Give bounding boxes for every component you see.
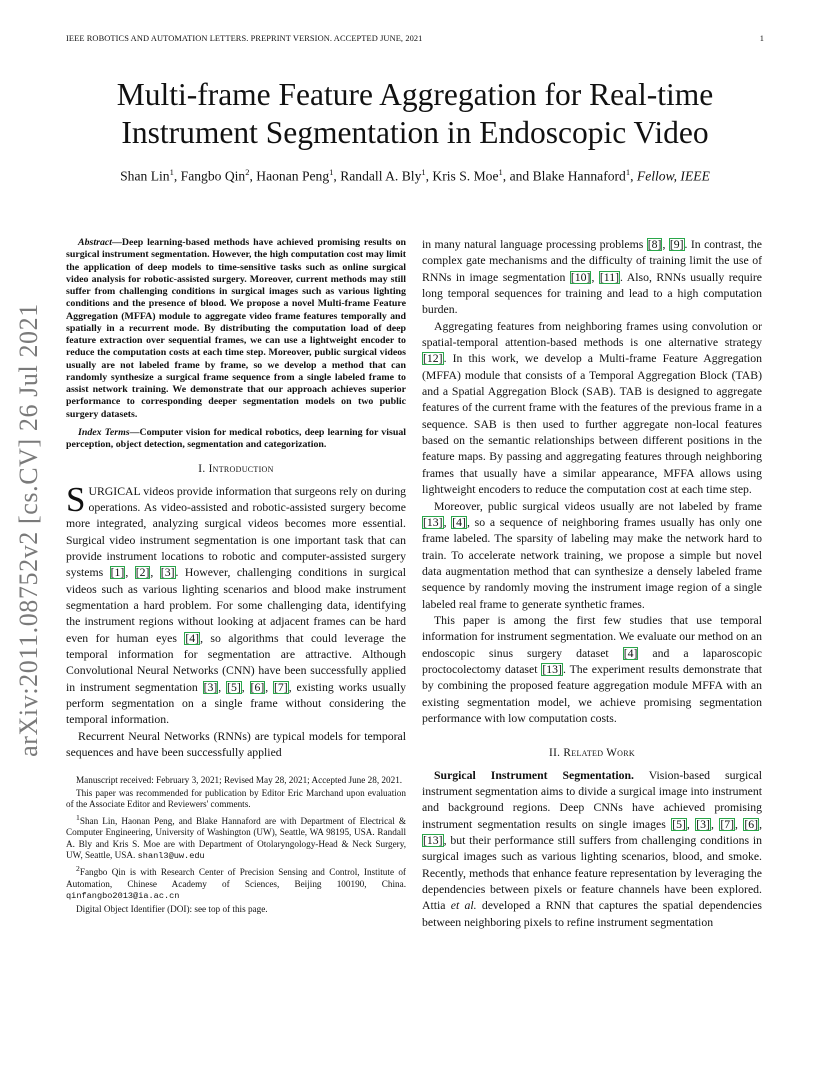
running-header (66, 34, 764, 43)
author-name: Blake Hannaford (532, 168, 626, 184)
author-suffix: Fellow, IEEE (636, 168, 710, 184)
citation-link[interactable]: [4] (452, 515, 466, 529)
intro-paragraph-1: SURGICAL videos provide information that surgeons rely on during operations. As video-assisted and robotic-assisted surgery become more integrated, analyzing surgical videos becomes more essential. Surgical video instrument segmentation is one important task that can provide instrument locations to robotic and computer-assisted surgery systems [1], [2], [3]. However, challenging conditions in surgical videos such as various lighting scenarios and blood make instrument segmentation a hard problem. For some challenging data, identifying the instrument regions without looking at adjacent frames can be hard even for human eyes [4], so algorithms that could leverage the temporal information for segmentation are attractive. Although Convolutional Neural Networks (CNN) have been successfully applied in instrument segmentation [3], [5], [6], [7], existing works usually perform segmentation on a single frame without considering the temporal information. (66, 479, 407, 727)
section-heading-related-work: II. Related Work (549, 747, 635, 760)
footnotes (66, 775, 406, 915)
intro-paragraph-4: Moreover, public surgical videos usually are not labeled by frame [13], [4], so a sequence of neighboring frames usually has only one frame labeled. The sparsity of labeling may make the network hard to train. To accelerate network training, we propose a simple but novel data augmentation method that can synthesize a densely labeled frame sequence by randomly moving the instrument image region of a single labeled real frame to generate synthetic frames. (422, 499, 762, 611)
index-terms: Index Terms—Computer vision for medical robotics, deep learning for visual perception, object detection, segmentation and categorization. (66, 426, 407, 450)
author-name: Fangbo Qin (180, 168, 246, 184)
left-column (66, 237, 406, 916)
author-name: Haonan Peng (256, 168, 330, 184)
citation-link[interactable]: [3] (203, 680, 218, 694)
related-work-paragraph-1: Surgical Instrument Segmentation. Vision-based surgical instrument segmentation aims to divide a surgical image into instrument and background regions. Deep CNNs have achieved promising instrument segmentation results on single images [5], [3], [7], [6], [13], but their performance still suffers from challenging conditions in surgical images such as various lighting scenarios, blood, and smoke. Recently, methods that enhance feature representation by leveraging the dependencies between pixels or feature channels have been explored. Attia et al. developed a RNN that captures the spatial dependencies between neighboring pixels to refine instrument segmentation (422, 768, 763, 929)
email-link[interactable]: qinfangbo2013@ia.ac.cn (66, 891, 180, 902)
citation-link[interactable]: [3] (696, 817, 710, 831)
citation-link[interactable]: [13] (423, 515, 443, 529)
citation-link[interactable]: [7] (720, 817, 735, 831)
citation-link[interactable]: [13] (542, 662, 562, 676)
intro-paragraph-3: Aggregating features from neighboring frames using convolution or spatial-temporal attention-based methods is one alternative strategy [12]. In this work, we develop a Multi-frame Feature Aggregation (MFFA) module that consists of a Temporal Aggregation Block (TAB) and a Spatial Aggregation Block (SAB). TAB is designed to aggregate features of the current frame with the features of the previous frame in a sequence. SAB is then used to further aggregate non-local features based on the semantic relationships between different positions in the feature maps. By passing and aggregating features through neighboring frames that usually have a similar appearance, MFFA allows using lightweight encoders to reduce the computation cost at each time step. (422, 319, 762, 497)
intro-paragraph-2-cont: in many natural language processing problems [8], [9]. In contrast, the complex gate mechanisms and the difficulty of training limit the use of RNNs in image segmentation [10], [11]. Also, RNNs usually require long temporal sequences for training and lead to a high computation burden. (422, 238, 762, 317)
footnote-affiliation-2: $^2$Fangbo Qin is with Research Center of Precision Sensing and Control, Institute of Automation, Chinese Academy of Sciences, Beijing 100190, China. qinfangbo2013@ia.ac.cn (66, 864, 406, 902)
author-name: Shan Lin (120, 168, 170, 184)
citation-link[interactable]: [7] (274, 680, 288, 694)
citation-link[interactable]: [12] (423, 352, 443, 366)
footnote-received: Manuscript received: February 3, 2021; Revised May 28, 2021; Accepted June 28, 2021. (76, 775, 403, 786)
footnote-recommended: This paper was recommended for publication by Editor Eric Marchand upon evaluation of the Associate Editor and Reviewers' comments. (66, 787, 406, 810)
citation-link[interactable]: [10] (570, 270, 591, 284)
citation-link[interactable]: [3] (160, 566, 175, 580)
citation-link[interactable]: [2] (135, 566, 150, 580)
citation-link[interactable]: [5] (227, 680, 241, 694)
author-name: Kris S. Moe (432, 168, 499, 184)
author-name: Randall A. Bly (340, 168, 422, 184)
right-column (422, 237, 762, 931)
intro-paragraph-5: This paper is among the first few studies that use temporal information for instrument segmentation. We evaluate our method on an endoscopic sinus surgery dataset [4] and a laparoscopic proctocolectomy dataset [13]. The experiment results demonstrate that by combining the proposed feature aggregation module MFFA with an existing segmentation model, we achieve promising segmentation performance with low computation costs. (422, 613, 762, 725)
intro-paragraph-2: Recurrent Neural Networks (RNNs) are typical models for temporal sequences and have been successfully applied (66, 729, 406, 760)
citation-link[interactable]: [9] (669, 238, 684, 251)
citation-link[interactable]: [4] (185, 631, 200, 645)
arxiv-stamp (6, 290, 52, 770)
citation-link[interactable]: [6] (744, 817, 759, 831)
citation-link[interactable]: [4] (623, 646, 638, 660)
citation-link[interactable]: [6] (250, 680, 265, 694)
paper-title: Multi-frame Feature Aggregation for Real-time Instrument Segmentation in Endoscopic Video (116, 77, 714, 150)
footnote-doi: Digital Object Identifier (DOI): see top of this page. (76, 903, 268, 914)
citation-link[interactable]: [1] (110, 566, 125, 580)
footnote-affiliation-1: $^1$Shan Lin, Haonan Peng, and Blake Hannaford are with Department of Electrical & Computer Engineering, University of Washington (UW), Seattle, WA 98195, USA. Randall A. Bly and Kris S. Moe are with Department of Otolaryngology-Head & Neck Surgery, UW, Seattle, USA. shanl3@uw.edu (66, 812, 406, 861)
citation-link[interactable]: [11] (599, 270, 620, 284)
section-heading-introduction: I. Introduction (198, 463, 274, 476)
drop-cap: S (66, 479, 86, 519)
citation-link[interactable]: [8] (647, 238, 662, 251)
citation-link[interactable]: [13] (423, 834, 443, 848)
arxiv-id: arXiv:2011.08752v2 [cs.CV] 26 Jul 2021 (14, 303, 44, 757)
citation-link[interactable]: [5] (672, 817, 686, 831)
abstract: Abstract—Deep learning-based methods have achieved promising results on surgical instrument segmentation. However, the high computation cost may limit the application of deep models to time-sensitive tasks such as online surgical video analysis for robotic-assisted surgery. Moreover, current methods may still suffer from challenging conditions in surgical images such as various lighting conditions and the presence of blood. We propose a novel Multi-frame Feature Aggregation (MFFA) module to aggregate video frame features temporally and spatially in a recurrent mode. By distributing the computation load of deep feature extraction over sequential frames, we can use a lightweight encoder to reduce the computation costs at each time step. Moreover, public surgical videos usually are not labeled frame by frame, so we develop a method that can randomly synthesize a surgical frame sequence from a single labeled frame to assist network training. We demonstrate that our approach achieves superior performance to corresponding deeper segmentation models on two public surgery datasets. (66, 237, 406, 420)
email-link[interactable]: shanl3@uw.edu (137, 850, 205, 861)
author-list: Shan Lin$^1$, Fangbo Qin$^2$, Haonan Peng$^1$, Randall A. Bly$^1$, Kris S. Moe$^1$, and Blake Hannaford$^1$, Fellow, IEEE (120, 167, 710, 184)
page-number: 1 (759, 34, 764, 43)
journal-header: IEEE ROBOTICS AND AUTOMATION LETTERS. PREPRINT VERSION. ACCEPTED JUNE, 2021 (66, 34, 423, 43)
